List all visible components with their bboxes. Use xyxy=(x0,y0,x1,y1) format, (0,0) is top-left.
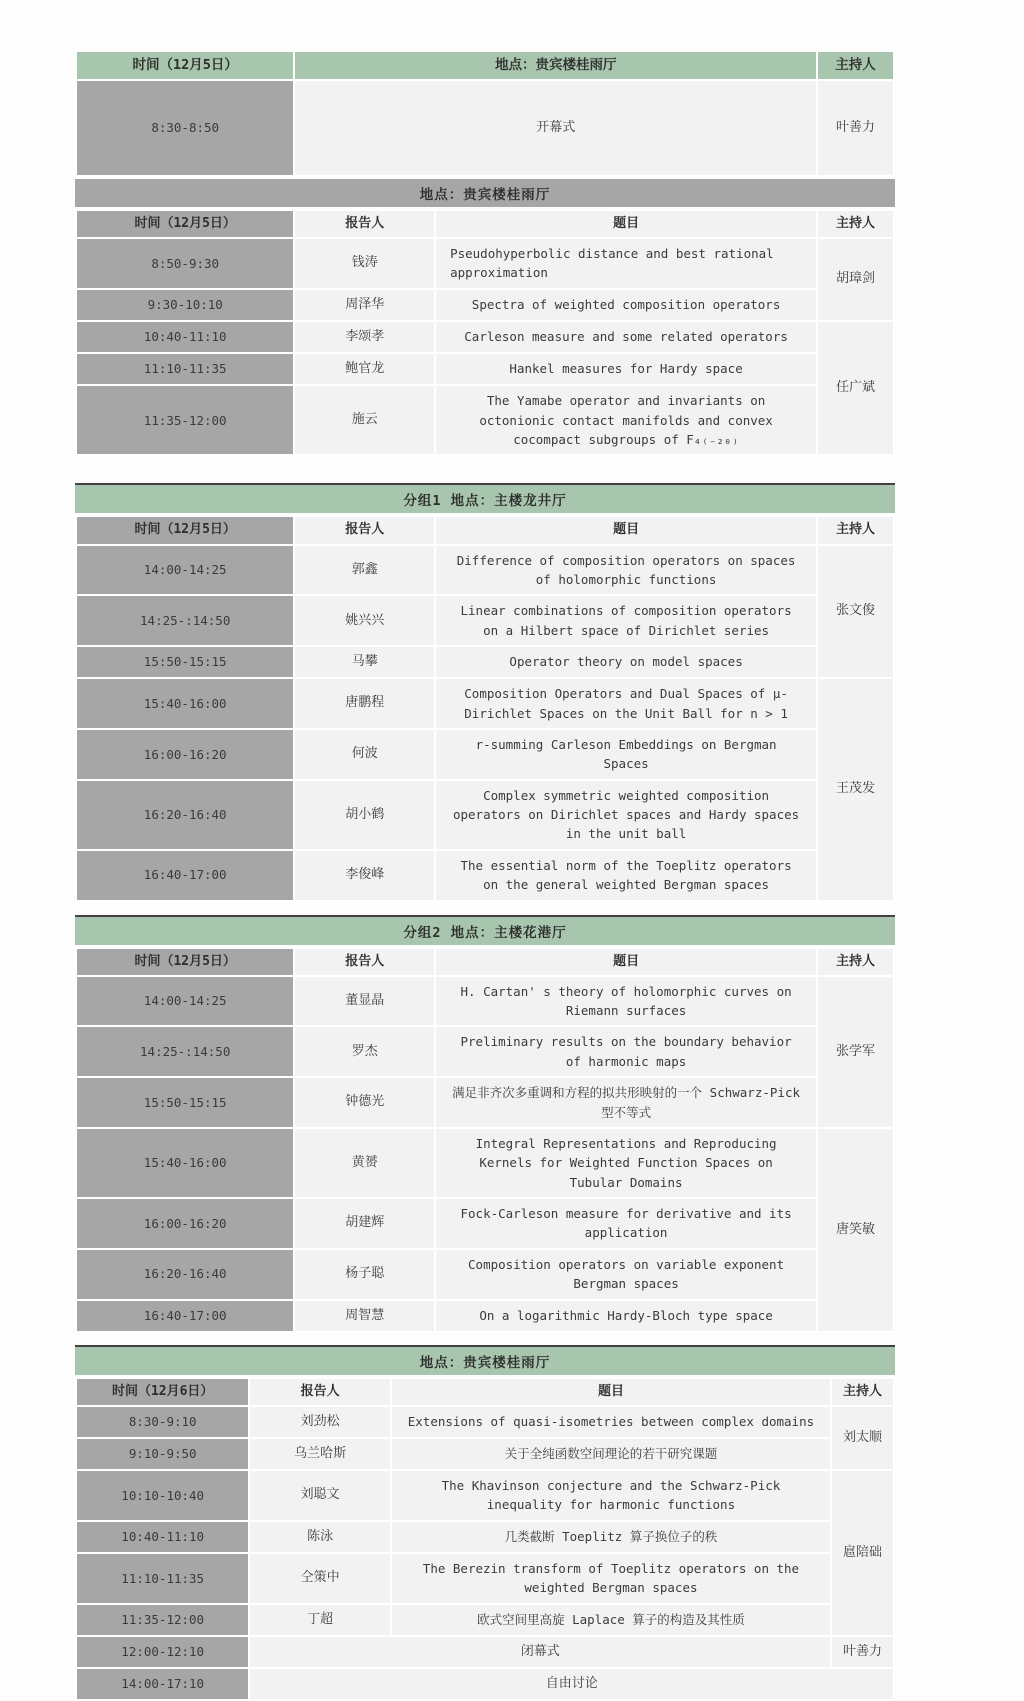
time-cell: 11:10-11:35 xyxy=(76,1553,249,1604)
header-row xyxy=(76,210,894,238)
location-header-cell: 地点：贵宾楼桂雨厅 xyxy=(294,51,817,80)
title-cell: Operator theory on model spaces xyxy=(435,646,817,678)
title-cell: On a logarithmic Hardy-Bloch type space xyxy=(435,1300,817,1332)
time-cell: 16:20-16:40 xyxy=(76,780,294,850)
title-cell: 欧式空间里高旋 Laplace 算子的构造及其性质 xyxy=(391,1604,831,1636)
time-cell: 16:20-16:40 xyxy=(76,1249,294,1300)
event-cell: 闭幕式 xyxy=(249,1636,831,1668)
speaker-cell: 何波 xyxy=(294,729,435,780)
chair-cell: 唐笑敏 xyxy=(817,1128,894,1332)
title-cell: 几类截断 Toeplitz 算子换位子的秩 xyxy=(391,1521,831,1553)
table-row xyxy=(76,1406,894,1438)
time-header-cell: 时间（12月6日） xyxy=(76,1378,249,1406)
title-cell: Composition Operators and Dual Spaces of μ-Dirichlet Spaces on the Unit Ball for n > 1 xyxy=(435,678,817,729)
chair-cell: 叶善力 xyxy=(817,80,894,176)
title-cell: 满足非齐次多重调和方程的拟共形映射的一个 Schwarz-Pick 型不等式 xyxy=(435,1077,817,1128)
speaker-cell: 钱涛 xyxy=(294,238,435,289)
speaker-cell: 刘劲松 xyxy=(249,1406,391,1438)
section-opening-dec5 xyxy=(75,50,895,177)
table-row xyxy=(76,1198,894,1249)
table-row xyxy=(76,1077,894,1128)
schedule-table xyxy=(75,209,895,456)
speaker-header-cell: 报告人 xyxy=(294,210,435,238)
speaker-cell: 马攀 xyxy=(294,646,435,678)
speaker-cell: 钟德光 xyxy=(294,1077,435,1128)
chair-cell: 胡璋剑 xyxy=(817,238,894,321)
table-row xyxy=(76,976,894,1027)
time-cell: 15:40-16:00 xyxy=(76,1128,294,1198)
speaker-cell: 杨子聪 xyxy=(294,1249,435,1300)
table-row xyxy=(76,1521,894,1553)
title-cell: The Berezin transform of Toeplitz operators on the weighted Bergman spaces xyxy=(391,1553,831,1604)
speaker-header-cell: 报告人 xyxy=(249,1378,391,1406)
table-row xyxy=(76,1553,894,1604)
header-row xyxy=(76,51,894,80)
title-cell: r-summing Carleson Embeddings on Bergman Spaces xyxy=(435,729,817,780)
header-row xyxy=(76,948,894,976)
table-row xyxy=(76,1438,894,1470)
speaker-cell: 罗杰 xyxy=(294,1026,435,1077)
chair-cell: 张学军 xyxy=(817,976,894,1128)
table-row xyxy=(76,1636,894,1668)
title-cell: H. Cartan' s theory of holomorphic curves on Riemann surfaces xyxy=(435,976,817,1027)
section-banner: 地点：贵宾楼桂雨厅 xyxy=(75,1345,895,1375)
time-cell: 14:00-14:25 xyxy=(76,545,294,596)
title-cell: The essential norm of the Toeplitz operators on the general weighted Bergman spaces xyxy=(435,850,817,901)
time-cell: 16:00-16:20 xyxy=(76,1198,294,1249)
time-header-cell: 时间（12月5日） xyxy=(76,948,294,976)
title-header-cell: 题目 xyxy=(435,948,817,976)
table-row xyxy=(76,1604,894,1636)
title-cell: The Yamabe operator and invariants on octonionic contact manifolds and convex cocompact subgroups of F₄₍₋₂₀₎ xyxy=(435,385,817,455)
speaker-header-cell: 报告人 xyxy=(294,516,435,544)
time-cell: 16:40-17:00 xyxy=(76,1300,294,1332)
speaker-cell: 李颂孝 xyxy=(294,321,435,353)
title-cell: Linear combinations of composition operators on a Hilbert space of Dirichlet series xyxy=(435,595,817,646)
chair-header-cell: 主持人 xyxy=(817,210,894,238)
chair-header-cell: 主持人 xyxy=(817,948,894,976)
speaker-cell: 刘聪文 xyxy=(249,1470,391,1521)
table-row xyxy=(76,850,894,901)
schedule-table xyxy=(75,947,895,1333)
table-row xyxy=(76,1128,894,1198)
speaker-cell: 姚兴兴 xyxy=(294,595,435,646)
table-row xyxy=(76,545,894,596)
table-row xyxy=(76,1668,894,1700)
title-header-cell: 题目 xyxy=(391,1378,831,1406)
speaker-cell: 丁超 xyxy=(249,1604,391,1636)
time-cell: 16:40-17:00 xyxy=(76,850,294,901)
speaker-cell: 仝策中 xyxy=(249,1553,391,1604)
speaker-cell: 董显晶 xyxy=(294,976,435,1027)
table-row xyxy=(76,595,894,646)
title-cell: Complex symmetric weighted composition operators on Dirichlet spaces and Hardy spaces in the unit ball xyxy=(435,780,817,850)
event-cell: 开幕式 xyxy=(294,80,817,176)
time-cell: 9:10-9:50 xyxy=(76,1438,249,1470)
table-row xyxy=(76,646,894,678)
table-row xyxy=(76,1470,894,1521)
table-row xyxy=(76,780,894,850)
section-banner: 地点：贵宾楼桂雨厅 xyxy=(75,179,895,207)
title-cell: Spectra of weighted composition operators xyxy=(435,289,817,321)
time-cell: 14:00-17:10 xyxy=(76,1668,249,1700)
speaker-cell: 胡小鹤 xyxy=(294,780,435,850)
time-cell: 8:30-9:10 xyxy=(76,1406,249,1438)
title-cell: Extensions of quasi-isometries between complex domains xyxy=(391,1406,831,1438)
title-cell: Fock-Carleson measure for derivative and its application xyxy=(435,1198,817,1249)
table-row xyxy=(76,80,894,176)
table-row xyxy=(76,678,894,729)
table-row xyxy=(76,353,894,385)
time-cell: 10:40-11:10 xyxy=(76,1521,249,1553)
speaker-cell: 黄赟 xyxy=(294,1128,435,1198)
section-group1-dec5 xyxy=(75,483,895,901)
time-cell: 15:50-15:15 xyxy=(76,646,294,678)
title-cell: The Khavinson conjecture and the Schwarz-Pick inequality for harmonic functions xyxy=(391,1470,831,1521)
section-banner: 分组2 地点：主楼花港厅 xyxy=(75,915,895,945)
chair-header-cell: 主持人 xyxy=(817,516,894,544)
title-cell: Preliminary results on the boundary behavior of harmonic maps xyxy=(435,1026,817,1077)
chair-cell: 任广斌 xyxy=(817,321,894,455)
chair-cell: 刘太顺 xyxy=(831,1406,894,1470)
section-group2-dec5 xyxy=(75,915,895,1333)
speaker-cell: 乌兰哈斯 xyxy=(249,1438,391,1470)
title-cell: 关于全纯函数空间理论的若干研究课题 xyxy=(391,1438,831,1470)
table-row xyxy=(76,289,894,321)
time-cell: 12:00-12:10 xyxy=(76,1636,249,1668)
speaker-cell: 施云 xyxy=(294,385,435,455)
time-header-cell: 时间（12月5日） xyxy=(76,210,294,238)
title-cell: Composition operators on variable exponent Bergman spaces xyxy=(435,1249,817,1300)
time-cell: 10:10-10:40 xyxy=(76,1470,249,1521)
chair-cell: 王茂发 xyxy=(817,678,894,900)
time-cell: 11:35-12:00 xyxy=(76,1604,249,1636)
speaker-cell: 胡建辉 xyxy=(294,1198,435,1249)
section-plenary-morning-dec5 xyxy=(75,179,895,456)
time-header-cell: 时间（12月5日） xyxy=(76,51,294,80)
schedule-table xyxy=(75,50,895,177)
table-row xyxy=(76,729,894,780)
chair-header-cell: 主持人 xyxy=(817,51,894,80)
title-cell: Carleson measure and some related operators xyxy=(435,321,817,353)
section-plenary-dec6 xyxy=(75,1345,895,1701)
section-banner: 分组1 地点：主楼龙井厅 xyxy=(75,483,895,513)
header-row xyxy=(76,1378,894,1406)
title-cell: Integral Representations and Reproducing Kernels for Weighted Function Spaces on Tubular Domains xyxy=(435,1128,817,1198)
speaker-header-cell: 报告人 xyxy=(294,948,435,976)
table-row xyxy=(76,238,894,289)
time-cell: 15:50-15:15 xyxy=(76,1077,294,1128)
table-row xyxy=(76,1249,894,1300)
chair-header-cell: 主持人 xyxy=(831,1378,894,1406)
table-row xyxy=(76,1026,894,1077)
time-cell: 10:40-11:10 xyxy=(76,321,294,353)
chair-cell: 张文俊 xyxy=(817,545,894,679)
time-cell: 14:25-:14:50 xyxy=(76,595,294,646)
time-header-cell: 时间（12月5日） xyxy=(76,516,294,544)
table-row xyxy=(76,385,894,455)
time-cell: 9:30-10:10 xyxy=(76,289,294,321)
header-row xyxy=(76,516,894,544)
time-cell: 16:00-16:20 xyxy=(76,729,294,780)
chair-cell: 叶善力 xyxy=(831,1636,894,1668)
speaker-cell: 唐鹏程 xyxy=(294,678,435,729)
speaker-cell: 陈泳 xyxy=(249,1521,391,1553)
schedule-table xyxy=(75,515,895,901)
chair-cell: 扈陪础 xyxy=(831,1470,894,1636)
table-row xyxy=(76,321,894,353)
speaker-cell: 鲍官龙 xyxy=(294,353,435,385)
time-cell: 8:50-9:30 xyxy=(76,238,294,289)
speaker-cell: 周智慧 xyxy=(294,1300,435,1332)
time-cell: 8:30-8:50 xyxy=(76,80,294,176)
title-header-cell: 题目 xyxy=(435,516,817,544)
speaker-cell: 郭鑫 xyxy=(294,545,435,596)
title-cell: Pseudohyperbolic distance and best rational approximation xyxy=(435,238,817,289)
table-row xyxy=(76,1300,894,1332)
time-cell: 15:40-16:00 xyxy=(76,678,294,729)
speaker-cell: 李俊峰 xyxy=(294,850,435,901)
title-cell: Hankel measures for Hardy space xyxy=(435,353,817,385)
title-cell: Difference of composition operators on spaces of holomorphic functions xyxy=(435,545,817,596)
speaker-cell: 周泽华 xyxy=(294,289,435,321)
event-cell: 自由讨论 xyxy=(249,1668,894,1700)
time-cell: 11:35-12:00 xyxy=(76,385,294,455)
time-cell: 14:00-14:25 xyxy=(76,976,294,1027)
title-header-cell: 题目 xyxy=(435,210,817,238)
schedule-table xyxy=(75,1377,895,1701)
time-cell: 11:10-11:35 xyxy=(76,353,294,385)
time-cell: 14:25-:14:50 xyxy=(76,1026,294,1077)
